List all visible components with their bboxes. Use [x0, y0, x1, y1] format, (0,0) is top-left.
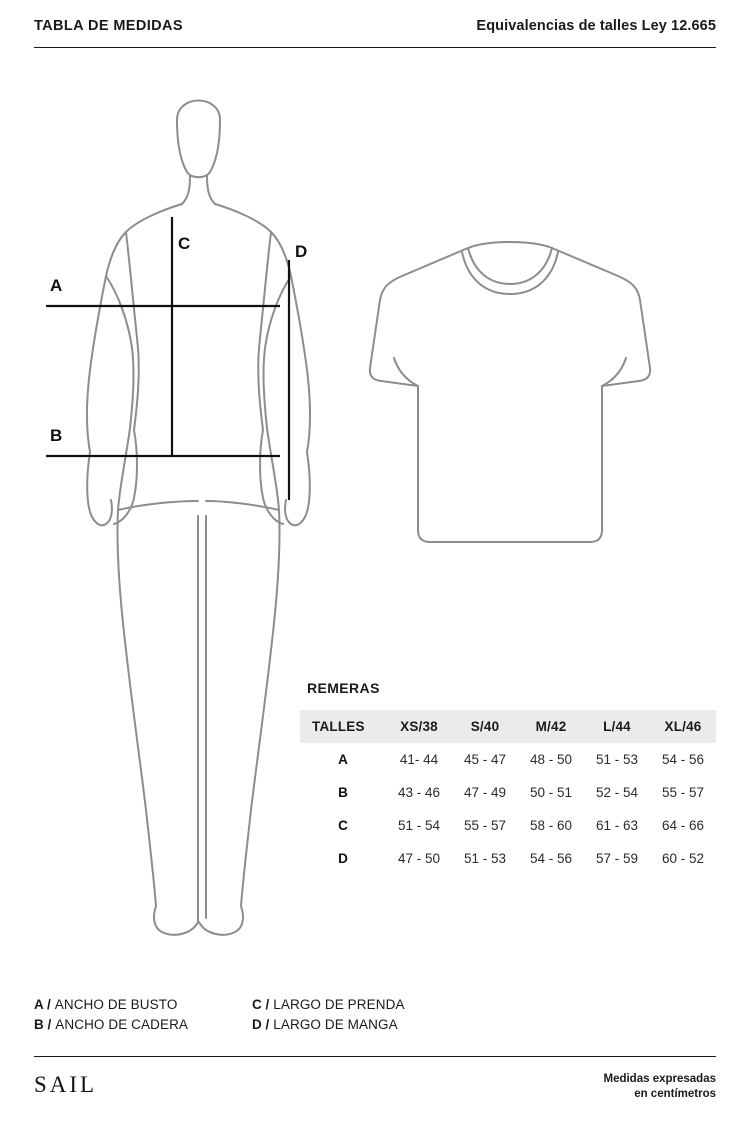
cell-b-xl: 55 - 57 — [661, 785, 705, 800]
legend-text-a: ANCHO DE BUSTO — [54, 997, 178, 1012]
cell-a-xl: 54 - 56 — [661, 752, 705, 767]
cell-c-s: 55 - 57 — [463, 818, 507, 833]
table-row — [300, 842, 716, 875]
legend-text-d: LARGO DE MANGA — [273, 1017, 398, 1032]
cell-a-m: 48 - 50 — [529, 752, 573, 767]
cell-b-xs: 43 - 46 — [397, 785, 441, 800]
units-note-line2: en centímetros — [634, 1088, 716, 1100]
column-header-xl: XL/46 — [650, 710, 716, 743]
cell-a-l: 51 - 53 — [595, 752, 639, 767]
size-table-block — [300, 680, 716, 875]
column-header-talles: TALLES — [300, 710, 386, 743]
legend-text-c: LARGO DE PRENDA — [273, 997, 405, 1012]
brand-logo: SAIL — [34, 1072, 98, 1097]
row-key-d: D — [338, 851, 348, 866]
column-header-m: M/42 — [518, 710, 584, 743]
legend-key-a: A / — [34, 997, 51, 1012]
cell-b-l: 52 - 54 — [595, 785, 639, 800]
legend-row — [34, 1015, 405, 1035]
label-b: B — [50, 426, 63, 445]
table-row — [300, 776, 716, 809]
law-equivalence-label: Equivalencias de talles Ley 12.665 — [476, 18, 716, 34]
table-row — [300, 809, 716, 842]
units-note — [603, 1072, 716, 1102]
table-title: REMERAS — [307, 680, 380, 696]
cell-d-l: 57 - 59 — [595, 851, 639, 866]
row-key-b: B — [338, 785, 348, 800]
footer-divider — [34, 1056, 716, 1057]
cell-c-l: 61 - 63 — [595, 818, 639, 833]
legend-key-c: C / — [252, 997, 270, 1012]
page-header — [34, 18, 716, 34]
cell-b-m: 50 - 51 — [529, 785, 573, 800]
label-a: A — [50, 276, 63, 295]
legend-key-b: B / — [34, 1017, 52, 1032]
cell-a-xs: 41- 44 — [399, 752, 439, 767]
page-title: TABLA DE MEDIDAS — [34, 18, 183, 34]
table-row — [300, 743, 716, 776]
legend-item-c — [252, 995, 405, 1015]
cell-d-xl: 60 - 52 — [661, 851, 705, 866]
garment-diagram — [350, 230, 670, 560]
cell-d-s: 51 - 53 — [463, 851, 507, 866]
table-header-row — [300, 710, 716, 743]
column-header-xs: XS/38 — [386, 710, 452, 743]
size-table — [300, 710, 716, 875]
column-header-s: S/40 — [452, 710, 518, 743]
body-diagram — [34, 80, 334, 940]
units-note-line1: Medidas expresadas — [603, 1073, 716, 1085]
legend-text-b: ANCHO DE CADERA — [55, 1017, 189, 1032]
legend-item-b — [34, 1015, 252, 1035]
female-body-outline-icon — [34, 80, 334, 940]
legend-item-a — [34, 995, 252, 1015]
cell-c-xl: 64 - 66 — [661, 818, 705, 833]
t-shirt-outline-icon — [350, 230, 670, 560]
cell-d-m: 54 - 56 — [529, 851, 573, 866]
column-header-l: L/44 — [584, 710, 650, 743]
legend-key-d: D / — [252, 1017, 270, 1032]
legend-item-d — [252, 1015, 398, 1035]
cell-a-s: 45 - 47 — [463, 752, 507, 767]
header-divider — [34, 47, 716, 48]
cell-c-xs: 51 - 54 — [397, 818, 441, 833]
label-d: D — [295, 242, 308, 261]
cell-d-xs: 47 - 50 — [397, 851, 441, 866]
row-key-a: A — [338, 752, 348, 767]
cell-b-s: 47 - 49 — [463, 785, 507, 800]
cell-c-m: 58 - 60 — [529, 818, 573, 833]
row-key-c: C — [338, 818, 348, 833]
legend — [34, 995, 405, 1035]
label-c: C — [178, 234, 191, 253]
legend-row — [34, 995, 405, 1015]
